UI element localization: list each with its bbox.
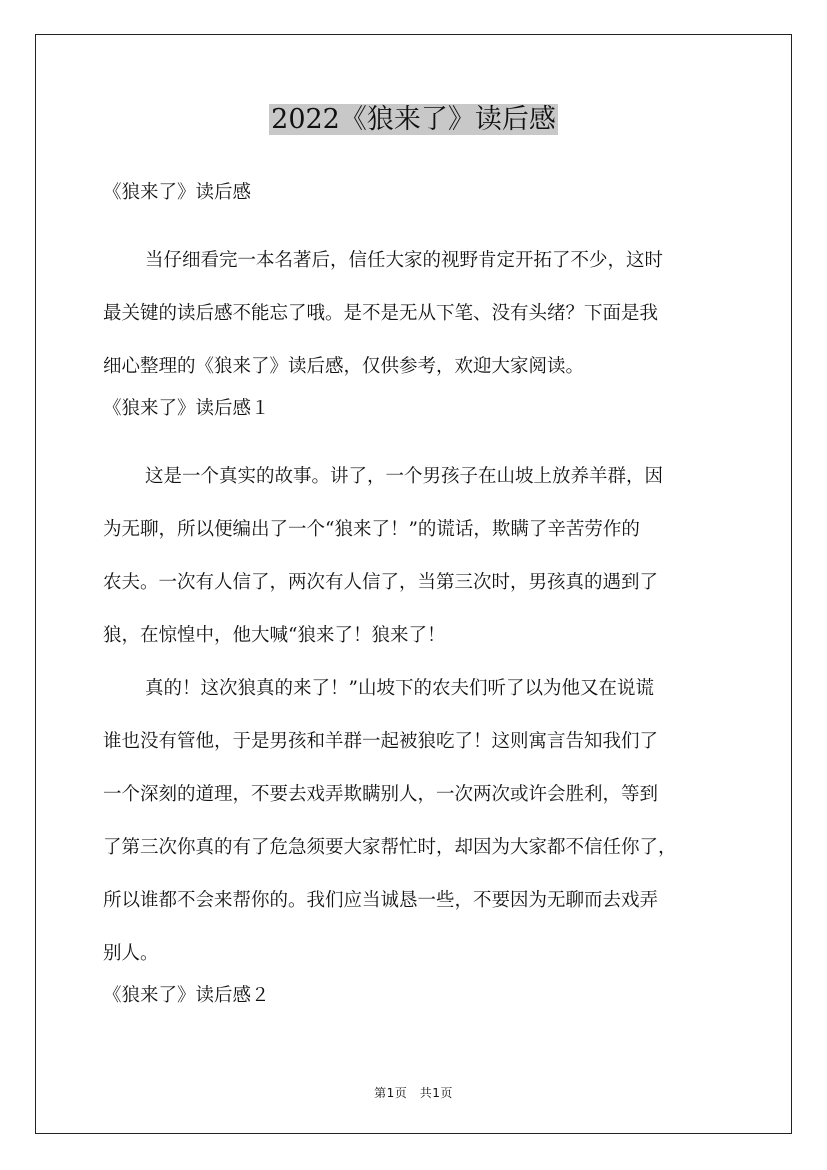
intro-heading: 《狼来了》读后感 [103,182,252,203]
page-footer [0,1084,827,1101]
paragraph-line: 狼，在惊惶中，他大喊“狼来了！狼来了！ [103,625,446,646]
document-title [0,100,827,140]
intro-line: 细心整理的《狼来了》读后感，仅供参考，欢迎大家阅读。 [103,356,585,377]
section1-paragraph-2 [103,662,739,980]
paragraph-line: 一个深刻的道理，不要去戏弄欺瞒别人，一次两次或许会胜利，等到 [103,784,659,805]
paragraph-line: 了第三次你真的有了危急须要大家帮忙时，却因为大家都不信任你了， [103,837,677,858]
document-body [103,177,739,1012]
section-heading-2: 《狼来了》读后感２ [103,985,270,1006]
section-heading-1: 《狼来了》读后感１ [103,398,270,419]
intro-line: 最关键的读后感不能忘了哦。是不是无从下笔、没有头绪？下面是我 [103,303,659,324]
intro-line: 当仔细看完一本名著后，信任大家的视野肯定开拓了不少，这时 [145,250,664,271]
section1-paragraph-1 [103,450,739,662]
paragraph-line: 谁也没有管他，于是男孩和羊群一起被狼吃了！这则寓言告知我们了 [103,731,659,752]
paragraph-line: 所以谁都不会来帮你的。我们应当诚恳一些，不要因为无聊而去戏弄 [103,890,659,911]
page-number: 第1页 共1页 [374,1086,453,1100]
paragraph-line: 农夫。一次有人信了，两次有人信了，当第三次时，男孩真的遇到了 [103,572,659,593]
paragraph-line: 为无聊，所以便编出了一个“狼来了！”的谎话，欺瞒了辛苦劳作的 [103,519,640,540]
paragraph-line: 这是一个真实的故事。讲了，一个男孩子在山坡上放养羊群，因 [145,466,664,487]
intro-paragraph [103,234,739,393]
paragraph-line: 真的！这次狼真的来了！”山坡下的农夫们听了以为他又在说谎 [145,678,654,699]
document-title-text: 2022《狼来了》读后感 [271,104,556,135]
paragraph-line: 别人。 [103,943,159,964]
